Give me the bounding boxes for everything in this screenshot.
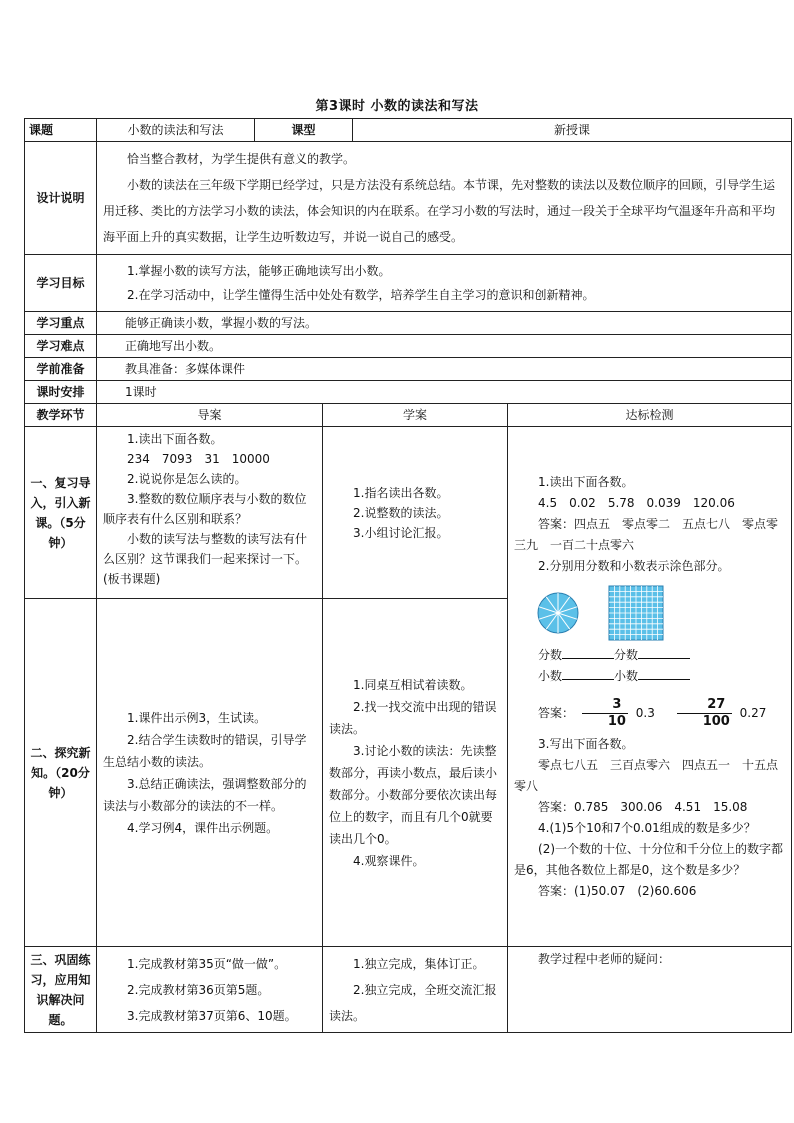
design-content bbox=[97, 142, 792, 255]
stage2-guide bbox=[97, 599, 323, 947]
decimal-blanks bbox=[514, 666, 785, 687]
stage2-guide-2: 2.结合学生读数时的错误，引导学生总结小数的读法。 bbox=[103, 732, 307, 769]
topic-value: 小数的读法和写法 bbox=[97, 119, 255, 142]
header-learn: 学案 bbox=[323, 404, 508, 427]
lesson-plan-table bbox=[24, 118, 792, 1033]
stage3-check bbox=[508, 947, 792, 1033]
stage1-guide-2: 234 7093 31 10000 bbox=[127, 452, 270, 466]
prep-text: 教具准备：多媒体课件 bbox=[125, 362, 246, 376]
stage2-learn-2: 2.找一找交流中出现的错误读法。 bbox=[329, 699, 497, 736]
stage1-learn-3: 3.小组讨论汇报。 bbox=[353, 525, 449, 540]
shaded-figures bbox=[514, 577, 785, 645]
design-line-2: 小数的读法在三年级下学期已经学过，只是方法没有系统总结。本节课，先对整数的读法以及数位顺序的回顾，引导学生运用迁移、类比的方法学习小数的读法，体会知识的内在联系。在学习小数的写法时，通过一段关于全球平均气温逐年升高和平均海平面上升的真实数据，让学生边听数边写，并说一说自己的感受。 bbox=[103, 178, 776, 244]
stage1-learn-2: 2.说整数的读法。 bbox=[353, 505, 449, 520]
check-q1-answer: 答案：四点五 零点零二 五点七八 零点零三九 一百二十点零六 bbox=[514, 516, 779, 552]
check-q2: 2.分别用分数和小数表示涂色部分。 bbox=[538, 558, 730, 573]
goal-line-2: 2.在学习活动中，让学生懂得生活中处处有数学，培养学生自主学习的意识和创新精神。 bbox=[127, 288, 595, 302]
stage1-row bbox=[25, 427, 792, 599]
check-q1-nums: 4.5 0.02 5.78 0.039 120.06 bbox=[538, 495, 735, 510]
goal-label: 学习目标 bbox=[25, 255, 97, 312]
key-text: 能够正确读小数，掌握小数的写法。 bbox=[125, 316, 318, 330]
stage1-guide-4: 3.整数的数位顺序表与小数的数位顺序表有什么区别和联系？ bbox=[103, 492, 307, 526]
time-row bbox=[25, 381, 792, 404]
time-text: 1课时 bbox=[125, 385, 157, 399]
prep-label: 学前准备 bbox=[25, 358, 97, 381]
check-q4-answer: 答案：(1)50.07 (2)60.606 bbox=[538, 883, 697, 898]
check-q1: 1.读出下面各数。 bbox=[538, 474, 634, 489]
hard-text: 正确地写出小数。 bbox=[125, 339, 222, 353]
fraction-blank-2 bbox=[638, 646, 690, 659]
header-stage: 教学环节 bbox=[25, 404, 97, 427]
decimal-blank-2 bbox=[638, 667, 690, 680]
stage3-guide-3: 3.完成教材第37页第6、10题。 bbox=[127, 1008, 297, 1023]
stage2-learn bbox=[323, 599, 508, 947]
key-label: 学习重点 bbox=[25, 312, 97, 335]
header-row bbox=[25, 404, 792, 427]
topic-row bbox=[25, 119, 792, 142]
page-title: 第3课时 小数的读法和写法 bbox=[315, 99, 479, 114]
type-value: 新授课 bbox=[353, 119, 792, 142]
decimal-blank-1 bbox=[562, 667, 614, 680]
stage1-label: 一、复习导入，引入新课。（5分钟） bbox=[25, 427, 97, 599]
fraction-2-numerator: 27 bbox=[677, 697, 732, 714]
time-label: 课时安排 bbox=[25, 381, 97, 404]
stage2-learn-4: 4.观察课件。 bbox=[353, 853, 425, 868]
answer-label: 答案： bbox=[538, 705, 575, 720]
stage1-guide-3: 2.说说你是怎么读的。 bbox=[127, 472, 247, 486]
goal-content bbox=[97, 255, 792, 312]
fraction-1-denominator: 10 bbox=[607, 713, 626, 729]
decimal-label-2: 小数 bbox=[614, 668, 639, 683]
stage2-guide-4: 4.学习例4，课件出示例题。 bbox=[127, 820, 279, 835]
answer-fraction-2 bbox=[677, 697, 732, 730]
stage3-guide bbox=[97, 947, 323, 1033]
check-cell bbox=[508, 427, 792, 947]
stage2-learn-3: 3.讨论小数的读法：先读整数部分，再读小数点，最后读小数部分。小数部分要依次读出每位上的数字，而且有几个0就要读出几个0。 bbox=[329, 743, 498, 846]
stage1-learn bbox=[323, 427, 508, 599]
design-line-1: 恰当整合教材，为学生提供有意义的教学。 bbox=[127, 152, 356, 166]
type-label: 课型 bbox=[255, 119, 353, 142]
key-value bbox=[97, 312, 792, 335]
fraction-1-numerator: 3 bbox=[582, 697, 628, 714]
hard-row bbox=[25, 335, 792, 358]
hard-value bbox=[97, 335, 792, 358]
decimal-label-1: 小数 bbox=[538, 668, 563, 683]
answer-fraction-1 bbox=[582, 697, 628, 730]
stage1-guide bbox=[97, 427, 323, 599]
shaded-grid-figure bbox=[608, 585, 664, 641]
hard-label: 学习难点 bbox=[25, 335, 97, 358]
stage2-guide-1: 1.课件出示例3，生试读。 bbox=[127, 710, 267, 725]
design-row bbox=[25, 142, 792, 255]
stage3-guide-2: 2.完成教材第36页第5题。 bbox=[127, 982, 270, 997]
fraction-blanks bbox=[514, 645, 785, 666]
shaded-circle-figure bbox=[536, 591, 580, 635]
stage3-learn bbox=[323, 947, 508, 1033]
fraction-blank-1 bbox=[562, 646, 614, 659]
topic-label: 课题 bbox=[25, 119, 97, 142]
stage2-learn-1: 1.同桌互相试着读数。 bbox=[353, 677, 473, 692]
fraction-label-2: 分数 bbox=[614, 647, 639, 662]
stage3-learn-1: 1.独立完成，集体订正。 bbox=[353, 956, 485, 971]
stage2-label: 二、探究新知。（20分钟） bbox=[25, 599, 97, 947]
check-q4b: (2)一个数的十位、十分位和千分位上的数字都是6，其他各数位上都是0，这个数是多少？ bbox=[514, 841, 784, 877]
header-guide: 导案 bbox=[97, 404, 323, 427]
goal-row bbox=[25, 255, 792, 312]
check-q3: 3.写出下面各数。 bbox=[538, 736, 634, 751]
stage1-learn-1: 1.指名读出各数。 bbox=[353, 485, 449, 500]
stage2-guide-3: 3.总结正确读法，强调整数部分的读法与小数部分的读法的不一样。 bbox=[103, 776, 307, 813]
check-q4a: 4.(1)5个10和7个0.01组成的数是多少？ bbox=[538, 820, 756, 835]
prep-row bbox=[25, 358, 792, 381]
stage3-row bbox=[25, 947, 792, 1033]
prep-value bbox=[97, 358, 792, 381]
stage3-learn-2: 2.独立完成，全班交流汇报读法。 bbox=[329, 982, 497, 1023]
time-value bbox=[97, 381, 792, 404]
stage1-guide-1: 1.读出下面各数。 bbox=[127, 432, 223, 446]
stage3-label: 三、巩固练习，应用知识解决问题。 bbox=[25, 947, 97, 1033]
stage3-guide-1: 1.完成教材第35页“做一做”。 bbox=[127, 956, 287, 971]
fraction-2-denominator: 100 bbox=[702, 713, 730, 729]
design-label: 设计说明 bbox=[25, 142, 97, 255]
goal-line-1: 1.掌握小数的读写方法，能够正确地读写出小数。 bbox=[127, 264, 391, 278]
stage1-guide-5: 小数的读写法与整数的读写法有什么区别？这节课我们一起来探讨一下。(板书课题) bbox=[103, 532, 308, 586]
answer-decimal-2: 0.27 bbox=[739, 705, 767, 720]
key-row bbox=[25, 312, 792, 335]
fraction-label-1: 分数 bbox=[538, 647, 563, 662]
check-q3-answer: 答案：0.785 300.06 4.51 15.08 bbox=[538, 799, 748, 814]
check-q2-answer bbox=[514, 687, 785, 734]
teacher-question-note: 教学过程中老师的疑问： bbox=[538, 952, 671, 966]
answer-decimal-1: 0.3 bbox=[635, 705, 655, 720]
check-q3-words: 零点七八五 三百点零六 四点五一 十五点零八 bbox=[514, 757, 779, 793]
header-check: 达标检测 bbox=[508, 404, 792, 427]
